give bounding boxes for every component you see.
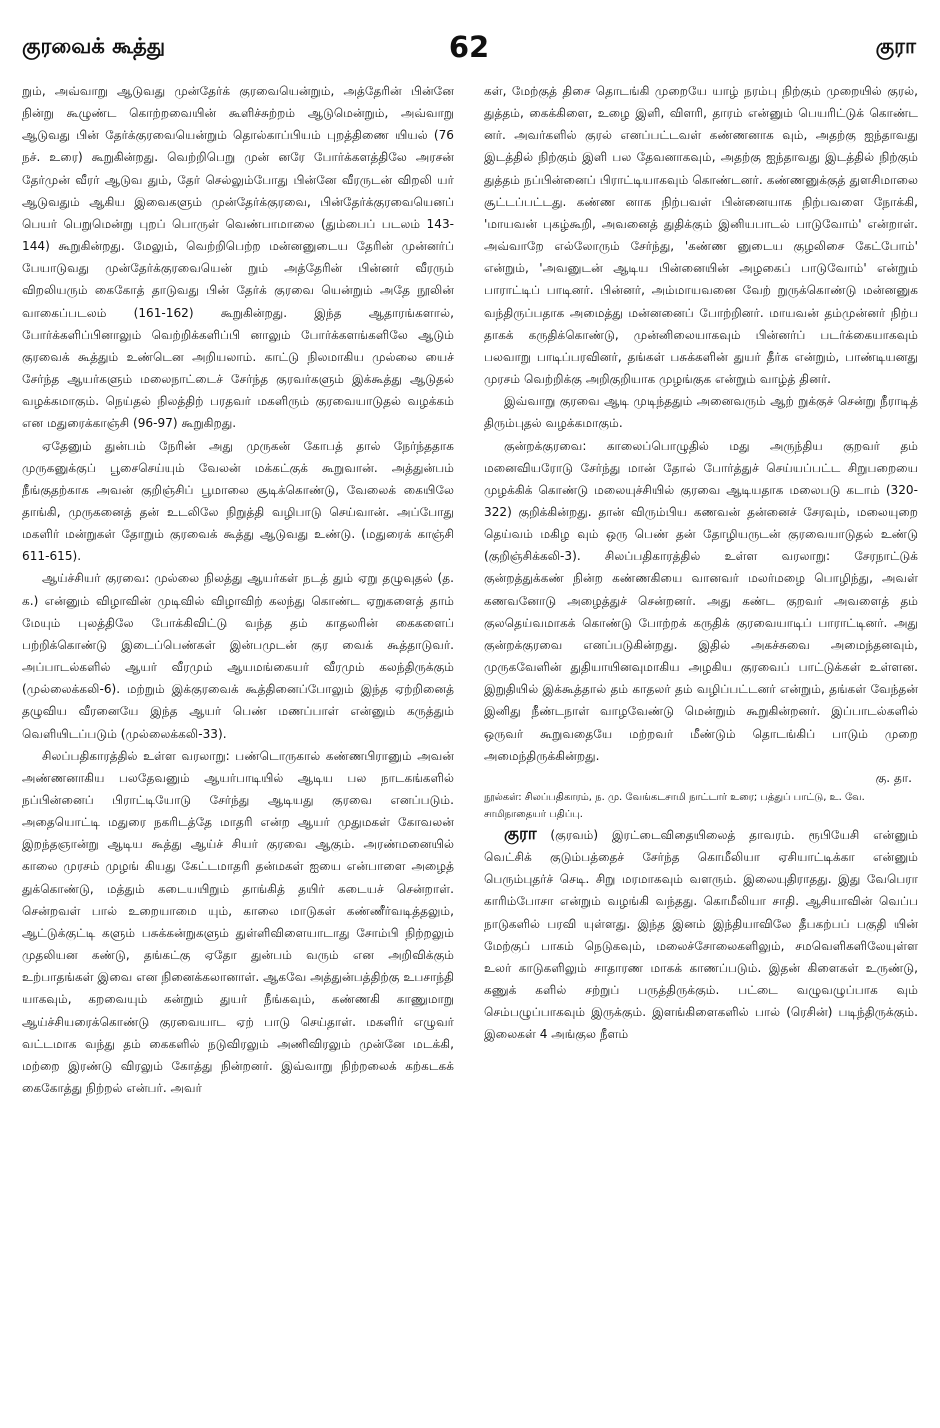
left-column [22, 80, 454, 1416]
encyclopedia-entry [484, 823, 918, 1046]
paragraph: ஏதேனும் துன்பம் நேரின் அது முருகன் கோபத் தால் நேர்ந்ததாக முருகனுக்குப் பூசைசெய்யும் வேலன் மக்கட்குக் கூறுவான். அத்துன்பம் நீங்குதற்காக அவன் குறிஞ்சிப் பூமாலை சூடிக்கொண்டு, வேலைக் கையிலே தாங்கி, முருகனைத் தன் உடலிலே நிறுத்தி வழிபாடு செய்வான். அப்போது மகளிர் மன்றுகள் தோறும் குரவைக் கூத்து ஆடுவது உண்டு. (மதுரைக் காஞ்சி 611-615). [22, 438, 454, 564]
paragraph: குன்றக்குரவை: காலைப்பொழுதில் மது அருந்திய குறவர் தம் மனைவியரோடு சேர்ந்து மான் தோல் போர்த்துச் செய்யப்பட்ட சிறுபறையை முழக்கிக் கொண்டு மலையுச்சியில் குரவை ஆடியதாக மலைபடு கடாம் (320-322) குறிக்கின்றது. தான் விரும்பிய கணவன் தன்னைச் சேரவும், மலையுறை தெய்வம் மகிழ வும் ஒரு பெண் தன் தோழியருடன் குரவையாடுதல் உண்டு (குறிஞ்சிக்கலி-3). சிலப்பதிகாரத்தில் உள்ள வரலாறு: சேரநாட்டுக் குன்றத்துக்கண் நின்ற கண்ணகியை வானவர் மலர்மழை பொழிந்து, அவள் கணவனோடு அழைத்துச் சென்றனர். அது கண்ட குறவர் அவளைத் தம் குலதெய்வமாகக் கொண்டு போற்றக் கருதிக் குரவையாடிப் பாராட்டினர். அது குன்றக்குரவை எனப்படுகின்றது. இதில் அகச்சுவை அமைந்தனவும், முருகவேளின் துதியாயினவுமாகிய அழகிய குரவைப் பாட்டுக்கள் உள்ளன. இறுதியில் இக்கூத்தால் தம் காதலர் தம் வழிப்பட்டனர் என்றும், தங்கள் வேந்தன் இனிது நீண்டநாள் வாழவேண்டு மென்றும் கூறுகின்றனர். இப்பாடல்களில் ஒருவர் கூறுவதையே மற்றவர் மீண்டும் தொடங்கிப் பாடும் முறை அமைந்திருக்கின்றது. [484, 438, 918, 763]
references: நூல்கள்: சிலப்பதிகாரம், ந. மு. வேங்கடசாமி நாட்டார் உரை; பத்துப் பாட்டு, உ. வே. சாமிநாதையர் பதிப்பு. [484, 792, 865, 820]
paragraph: இவ்வாறு குரவை ஆடி முடிந்ததும் அனைவரும் ஆற் றுக்குச் சென்று நீராடித் திரும்புதல் வழக்கமாகும். [484, 394, 918, 431]
paragraph: றும், அவ்வாறு ஆடுவது முன்தேர்க் குரவையென்றும், அத்தேரின் பின்னே நின்று கூழுண்ட கொற்றவையின் கூளிச்சுற்றம் ஆடுமென்றும், அவ்வாறு ஆடுவது பின் தேர்க்குரவையென்றும் தொல்காப்பியம் புறத்திணை யியல் (76 நச். உரை) கூறுகின்றது. வெற்றிபெறு முன் னரே போர்க்களத்திலே அரசன் தேர்முன் வீரர் ஆடுவ தும், தேர் செல்லும்போது பின்னே வீரருடன் விறலி யர் ஆடுவதும் ஆகிய இவைகளும் முன்தேர்க்குரவை, பின்தேர்க்குரவையெனப் பெயர் பெறுமென்று புறப் பொருள் வெண்பாமாலை (தும்பைப் படலம் 143-144) கூறுகின்றது. மேலும், வெற்றிபெற்ற மன்னனுடைய தேரின் முன்னர்ப் பேயாடுவது முன்தேர்க்குரவையென் றும் அத்தேரின் பின்னர் வீரரும் விறலியரும் கைகோத் தாடுவது பின் தேர்க் குரவை யென்றும் அதே நூலின் வாகைப்படலம் (161-162) கூறுகின்றது. இந்த ஆதாரங்களால், போர்க்களிப்பினாலும் வெற்றிக்களிப்பி னாலும் போர்க்களங்களிலே ஆடும் குரவைக் கூத்தும் உண்டென அறியலாம். காட்டு நிலமாகிய முல்லை யைச் சேர்ந்த ஆயர்களும் மலைநாட்டைச் சேர்ந்த குரவர்களும் இக்கூத்து ஆடுதல் வழக்கமாகும். நெய்தல் நிலத்திற் பரதவர் மகளிரும் குரவையாடுதல் வழக்கம் என மதுரைக்காஞ்சி (96-97) கூறுகிறது. [22, 84, 454, 431]
paragraph: ஆய்ச்சியர் குரவை: முல்லை நிலத்து ஆயர்கள் நடத் தும் ஏறு தழுவுதல் (த. க.) என்னும் விழாவின் முடிவில் விழாவிற் கலந்து கொண்ட ஏறுகளைத் தாம் மேயும் புலத்திலே போக்கிவிட்டு வந்த தம் காதலரின் கைகளைப் பற்றிக்கொண்டு இடைப்பெண்கள் இன்பமுடன் குர வைக் கூத்தாடுவர். அப்பாடல்களில் ஆயர் வீரமும் ஆயமங்கையர் வீரமும் கலந்திருக்கும் (முல்லைக்கலி-6). மற்றும் இக்குரவைக் கூத்தினைப்போலும் இந்த ஏற்றினைத் தழுவிய வீரனையே இந்த ஆயர் பெண் மணப்பாள் என்னும் கருத்தும் வெளியிடப்படும் (முல்லைக்கலி-33). [22, 571, 454, 741]
right-column [484, 80, 918, 1416]
running-head-right: குரா [875, 33, 916, 58]
page-number: 62 [448, 30, 490, 64]
paragraph: கள், மேற்குத் திசை தொடங்கி முறையே யாழ் நரம்பு நிற்கும் முறையில் குரல், துத்தம், கைக்கிளை, உழை இளி, விளரி, தாரம் என்னும் பெயரிட்டுக் கொண்ட னர். அவர்களில் குரல் எனப்பட்டவள் கண்ணனாக வும், அதற்கு ஐந்தாவது இடத்தில் நிற்கும் இளி பல தேவனாகவும், அதற்கு ஐந்தாவது இடத்தில் நிற்கும் துத்தம் நப்பின்னைப் பிராட்டியாகவும் கொண்டனர். கண்ணனுக்குத் துளசிமாலை சூட்டப்பட்டது. கண்ண னாக நிற்பவள் பின்னையாக நிற்பவளை நோக்கி, 'மாயவன் புகழ்கூறி, அவனைத் துதிக்கும் இனியபாடல் பாடுவோம்' என்றாள். அவ்வாறே எல்லோரும் சேர்ந்து, 'கண்ண னுடைய குழலிசை கேட்போம்' என்றும், 'அவனுடன் ஆடிய பின்னையின் அழகைப் பாடுவோம்' என்றும் பாராட்டிப் பாடினர். பின்னர், அம்மாயவனை வேற் றுருக்கொண்டு மன்னனுக வந்திருப்பதாக அமைத்து மன்னனைப் போற்றினர். மாயவன் தம்முன்னர் நிற்ப தாகக் கருதிக்கொண்டு, முன்னிலையாகவும் பின்னர்ப் படர்க்கையாகவும் பலவாறு பாடிப்பரவினர், தங்கள் பசுக்களின் துயர் தீர்க என்றும், பாண்டியனது முரசம் வெற்றிக்கு அறிகுறியாக முழங்குக என்றும் வாழ்த் தினர். [484, 84, 918, 387]
page-header [22, 24, 916, 70]
author-signature: கு. தா. [875, 770, 912, 785]
running-head-left: குரவைக் கூத்து [22, 33, 166, 58]
entry-body: (குரவம்) இரட்டைவிதையிலைத் தாவரம். ரூபியேசி என்னும் வெட்சிக் குடும்பத்தைச் சேர்ந்த கொமீலியா ஏசியாட்டிக்கா என்னும் பெரும்புதர்ச் செடி. சிறு மரமாகவும் வளரும். இலையுதிராதது. இது வேபெரா காரிம்போசா என்றும் வழங்கி வந்தது. கொமீலியா சாதி. ஆசியாவின் வெப்ப நாடுகளில் பரவி யுள்ளது. இந்த இனம் இந்தியாவிலே தீபகற்பப் பகுதி யின் மேற்குப் பாகம் நெடுகவும், மலைச்சோலைகளிலும், சமவெளிகளிலேயுள்ள உலர் காடுகளிலும் சாதாரண மாகக் காணப்படும். இதன் கிளைகள் உருண்டு, கணுக் களில் சற்றுப் பருத்திருக்கும். பட்டை வழுவழுப்பாக வும் செம்பழுப்பாகவும் இருக்கும். இளங்கிளைகளில் பால் (ரெசின்) படிந்திருக்கும். இலைகள் 4 அங்குல நீளம் [484, 828, 918, 1042]
paragraph: சிலப்பதிகாரத்தில் உள்ள வரலாறு: பண்டொருகால் கண்ணபிரானும் அவன் அண்ணனாகிய பலதேவனும் ஆயர்பாடியில் ஆடிய பல நாடகங்களில் நப்பின்னைப் பிராட்டியோடு சேர்ந்து ஆடியது குரவை எனப்படும். அதையொட்டி மதுரை நகரிடத்தே மாதரி என்ற ஆயர் முதுமகள் கோவலன் இறந்தஞான்று ஆடிய கூத்து ஆய்ச் சியர் குரவை ஆகும். அரண்மனையில் காலை முரசம் முழங் கியது கேட்டமாதரி தன்மகள் ஐயை என்பாளை அழைத் துக்கொண்டு, மத்தும் கடையயிறும் தாங்கித் தயிர் கடையச் சென்றாள். சென்றவள் பால் உறையாமை யும், காலை மாடுகள் கண்ணீர்வடித்தலும், ஆட்டுக்குட்டி களும் பசுக்கன்றுகளும் துள்ளிவிளையாடாது சோம்பி நிற்றலும் முதலியன கண்டு, தங்கட்கு ஏதோ துன்பம் வரும் என அறிவிக்கும் உற்பாதங்கள் இவை என நினைக்கலானாள். ஆகவே அத்துன்பத்திற்கு உபசாந்தி யாகவும், கறவையும் கன்றும் துயர் நீங்கவும், கண்ணகி காணுமாறு ஆய்ச்சியரைக்கொண்டு குரவையாட ஏற் பாடு செய்தாள். மகளிர் எழுவர் வட்டமாக வந்து தம் கைகளில் நடுவிரலும் அணிவிரலும் முன்னே மடக்கி, மற்றை இரண்டு விரலும் கோத்து நின்றனர். இவ்வாறு நிற்றலைக் கற்கடகக் கைகோத்து நிற்றல் என்பர். அவர் [22, 748, 454, 1096]
entry-headword: குரா [504, 824, 537, 844]
